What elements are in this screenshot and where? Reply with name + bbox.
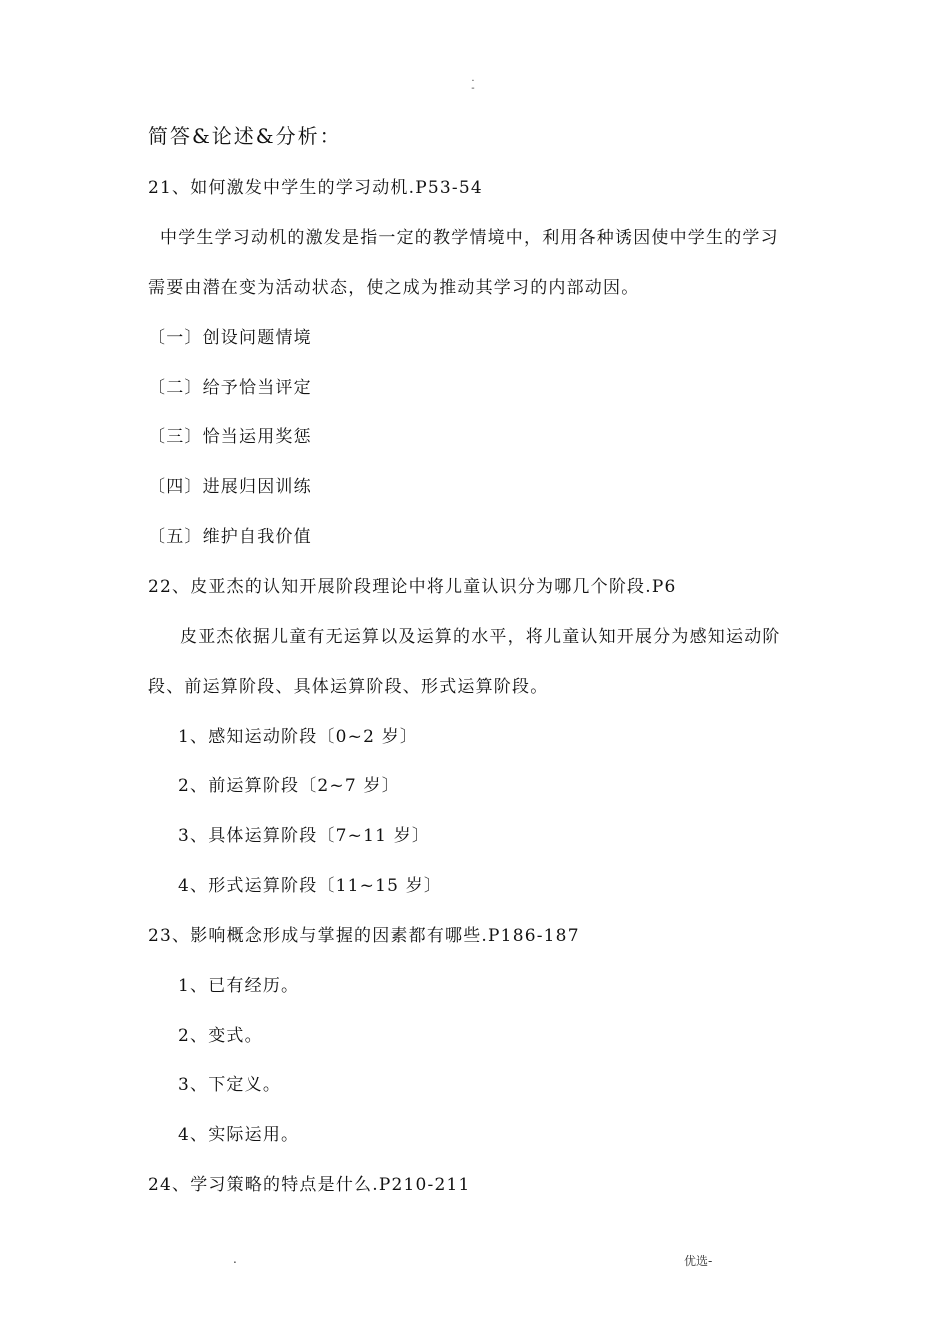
q21-paragraph-line-1: 中学生学习动机的激发是指一定的教学情境中，利用各种诱因使中学生的学习 <box>160 228 779 248</box>
header-mark-top: . <box>471 73 475 84</box>
q22-item: 4、形式运算阶段〔11~15 岁〕 <box>178 876 443 896</box>
q23-item: 1、已有经历。 <box>178 976 300 996</box>
question-22: 22、皮亚杰的认知开展阶段理论中将儿童认识分为哪几个阶段.P6 <box>148 577 677 597</box>
header-mark <box>466 74 480 94</box>
section-title: 简答&论述&分析： <box>148 124 342 148</box>
q21-item: 〔三〕恰当运用奖惩 <box>148 427 312 447</box>
q22-paragraph-line-1: 皮亚杰依据儿童有无运算以及运算的水平，将儿童认知开展分为感知运动阶 <box>180 627 781 647</box>
question-24: 24、学习策略的特点是什么.P210-211 <box>148 1175 471 1195</box>
q22-paragraph-line-2: 段、前运算阶段、具体运算阶段、形式运算阶段。 <box>148 677 549 697</box>
q23-item: 4、实际运用。 <box>178 1125 300 1145</box>
question-23: 23、影响概念形成与掌握的因素都有哪些.P186-187 <box>148 926 580 946</box>
header-mark-bottom: - <box>471 83 475 94</box>
q21-item: 〔四〕进展归因训练 <box>148 477 312 497</box>
footer-left-mark: . <box>233 1252 237 1266</box>
q21-paragraph-line-2: 需要由潜在变为活动状态，使之成为推动其学习的内部动因。 <box>148 278 640 298</box>
q23-item: 3、下定义。 <box>178 1075 282 1095</box>
q21-item: 〔二〕给予恰当评定 <box>148 378 312 398</box>
q23-item: 2、变式。 <box>178 1026 263 1046</box>
q22-item: 1、感知运动阶段〔0~2 岁〕 <box>178 727 419 747</box>
q21-item: 〔五〕维护自我价值 <box>148 527 312 547</box>
footer-right-label: 优选- <box>684 1254 713 1268</box>
q22-item: 2、前运算阶段〔2~7 岁〕 <box>178 776 400 796</box>
q22-item: 3、具体运算阶段〔7~11 岁〕 <box>178 826 431 846</box>
q21-item: 〔一〕创设问题情境 <box>148 328 312 348</box>
question-21: 21、如何激发中学生的学习动机.P53-54 <box>148 178 483 198</box>
